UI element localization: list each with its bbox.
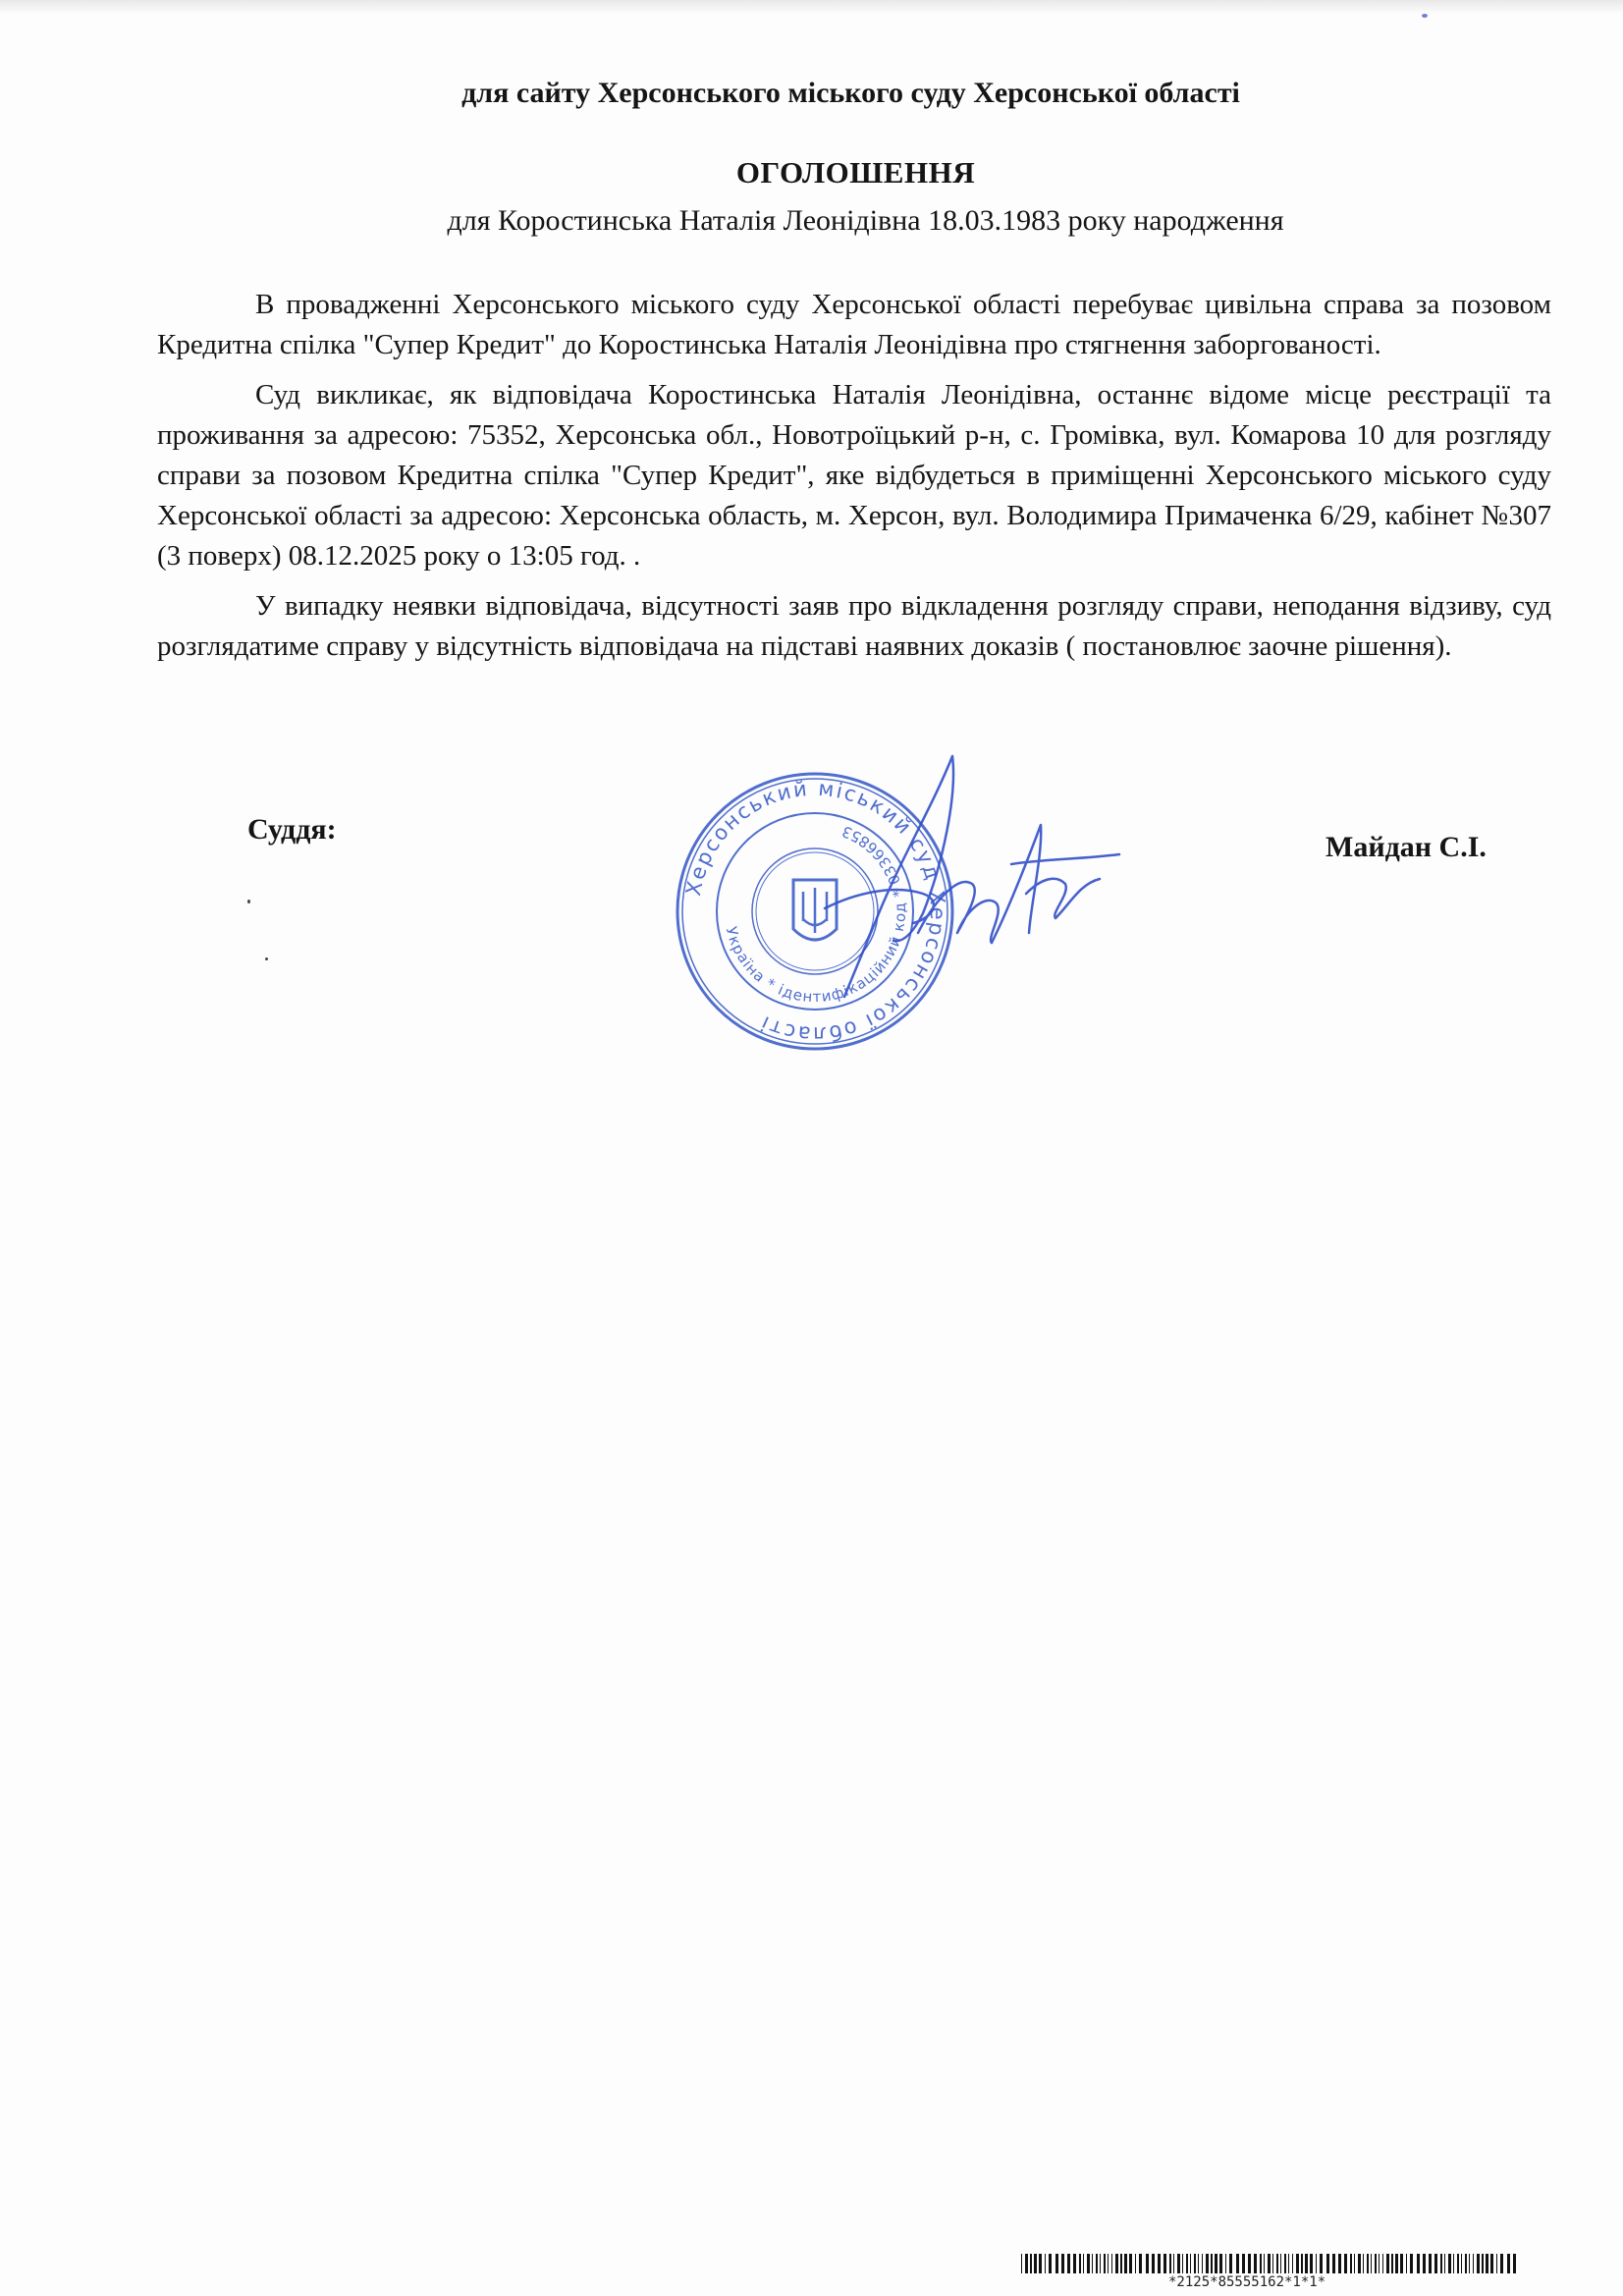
judge-name: Майдан С.І. — [1325, 831, 1487, 863]
barcode-bar — [1477, 2254, 1480, 2273]
barcode-label: *2125*85555162*1*1* — [1168, 2274, 1326, 2290]
barcode-bar — [1139, 2254, 1142, 2273]
barcode-bar — [1429, 2254, 1432, 2273]
barcode-bar — [1344, 2254, 1347, 2273]
barcode-bar — [1096, 2254, 1098, 2273]
barcode-bar — [1229, 2254, 1232, 2273]
barcode-bar — [1236, 2254, 1239, 2273]
paragraph-case: В провадженні Херсонського міського суду Херсонської області перебуває цивільна справа за позовом Кредитна спілка "Супер Кредит" до Коростинська Наталія Леонідівна про стягнення заборгованості. — [157, 289, 1551, 360]
document-header: для сайту Херсонського міського суду Херсонської області — [461, 77, 1240, 109]
svg-text:Херсонський міський суд Херсон: Херсонський міський суд Херсонської області — [681, 776, 950, 1047]
barcode-bar — [1061, 2254, 1064, 2273]
barcode-bar — [1272, 2254, 1273, 2273]
paragraph-absence: У випадку неявки відповідача, відсутності заяв про відкладення розгляду справи, неподання відзиву, суд розглядатиме справу у відсутність відповідача на підставі наявних доказів ( постановлює заочне рішення). — [157, 590, 1551, 662]
barcode-bar — [1406, 2254, 1407, 2273]
barcode-bar — [1400, 2254, 1403, 2273]
paragraph-summons: Суд викликає, як відповідача Коростинська Наталія Леонідівна, останнє відоме місце реєстрації та проживання за адресою: 75352, Херсонська обл., Новотроїцький р-н, с. Громівка, вул. Комарова 10 для розгляду справи за позовом Кредитна спілка "Супер Кредит", яке відбудеться в приміщенні Херсонського міського суду Херсонської області за адресою: Херсонська область, м. Херсон, вул. Володимира Примаченка 6/29, кабінет №307 (3 поверх) 08.12.2025 року о 13:05 год. . — [157, 379, 1551, 572]
barcode-bar — [1358, 2254, 1361, 2273]
barcode-bar — [1490, 2254, 1493, 2273]
barcode-bar — [1316, 2254, 1317, 2273]
barcode-bar — [1079, 2254, 1081, 2273]
barcode-bar — [1100, 2254, 1101, 2273]
barcode-bar — [1215, 2254, 1217, 2273]
barcode-bar — [1067, 2254, 1070, 2273]
barcode-bar — [1320, 2254, 1323, 2273]
barcode-bar — [1158, 2254, 1161, 2273]
barcode-bar — [1152, 2254, 1155, 2273]
barcode-bar — [1083, 2254, 1084, 2273]
barcode-bar — [1448, 2254, 1451, 2273]
barcode-bar — [1104, 2254, 1106, 2273]
barcode-bar — [1288, 2254, 1289, 2273]
barcode-bar — [1280, 2254, 1281, 2273]
barcode-bar — [1457, 2254, 1459, 2273]
barcode-bar — [1177, 2254, 1180, 2273]
judge-label: Суддя: — [247, 813, 337, 846]
barcode-bar — [1507, 2254, 1510, 2273]
barcode-bar — [1120, 2254, 1122, 2273]
barcode-bar — [1115, 2254, 1118, 2273]
barcode-bar — [1124, 2254, 1127, 2273]
barcode-bar — [1513, 2254, 1516, 2273]
svg-text:Україна * ідентифікаційний код: Україна * ідентифікаційний код * 03366853 — [722, 821, 910, 1007]
barcode-bar — [1350, 2254, 1352, 2273]
barcode-bar — [1039, 2254, 1042, 2273]
barcode-bar — [1248, 2254, 1251, 2273]
barcode-bar — [1326, 2254, 1329, 2273]
barcode-bar — [1173, 2254, 1174, 2273]
barcode-bar — [1276, 2254, 1278, 2273]
barcode-bar — [1190, 2254, 1191, 2273]
barcode-bar — [1473, 2254, 1474, 2273]
barcode-bar — [1034, 2254, 1037, 2273]
barcode-bar — [1211, 2254, 1213, 2273]
barcode-bar — [1198, 2254, 1199, 2273]
barcode-bar — [1440, 2254, 1442, 2273]
barcode-bar — [1186, 2254, 1188, 2273]
barcode-bar — [1423, 2254, 1426, 2273]
barcode-bar — [1055, 2254, 1058, 2273]
barcode-bar — [1417, 2254, 1420, 2273]
barcode-bar — [1242, 2254, 1245, 2273]
barcode-bar — [1108, 2254, 1109, 2273]
barcode-bar — [1410, 2254, 1413, 2273]
barcode-bar — [1461, 2254, 1462, 2273]
scan-edge — [0, 0, 1623, 14]
barcode-bar — [1395, 2254, 1398, 2273]
barcode-bar — [1135, 2254, 1136, 2273]
barcode-bar — [1486, 2254, 1488, 2273]
barcode-bar — [1254, 2254, 1257, 2273]
barcode-bar — [1111, 2254, 1112, 2273]
barcode-bar — [1163, 2254, 1166, 2273]
barcode-bar — [1301, 2254, 1303, 2273]
barcode-bar — [1375, 2254, 1377, 2273]
document-body — [157, 285, 1551, 677]
barcode-bar — [1260, 2254, 1262, 2273]
barcode-bar — [1030, 2254, 1032, 2273]
barcode-bar — [1465, 2254, 1467, 2273]
barcode-bar — [1169, 2254, 1171, 2273]
barcode-bar — [1382, 2254, 1383, 2273]
barcode-bar — [1225, 2254, 1226, 2273]
barcode-bar — [1391, 2254, 1393, 2273]
barcode-bar — [1202, 2254, 1203, 2273]
barcode-bar — [1305, 2254, 1308, 2273]
scan-speck — [1422, 14, 1428, 18]
barcode-bar — [1049, 2254, 1052, 2273]
barcode-bar — [1146, 2254, 1149, 2273]
barcode-bar — [1367, 2254, 1369, 2273]
document-subtitle: для Коростинська Наталія Леонідівна 18.03.1983 року народження — [447, 204, 1284, 237]
judge-signature — [785, 746, 1139, 1011]
barcode-bar — [1338, 2254, 1341, 2273]
barcode — [1021, 2254, 1522, 2273]
barcode-bar — [1021, 2254, 1022, 2273]
document-title: ОГОЛОШЕННЯ — [735, 155, 976, 190]
barcode-bar — [1206, 2254, 1209, 2273]
scan-speck — [265, 957, 268, 960]
scan-speck — [247, 900, 250, 903]
barcode-bar — [1194, 2254, 1196, 2273]
barcode-bar — [1482, 2254, 1484, 2273]
barcode-bar — [1092, 2254, 1093, 2273]
barcode-bar — [1045, 2254, 1046, 2273]
barcode-bar — [1379, 2254, 1380, 2273]
barcode-bar — [1219, 2254, 1222, 2273]
barcode-bar — [1444, 2254, 1445, 2273]
barcode-bar — [1453, 2254, 1454, 2273]
barcode-bar — [1292, 2254, 1293, 2273]
barcode-bar — [1268, 2254, 1271, 2273]
barcode-bar — [1332, 2254, 1335, 2273]
barcode-bar — [1371, 2254, 1372, 2273]
barcode-bar — [1264, 2254, 1265, 2273]
barcode-bar — [1363, 2254, 1364, 2273]
barcode-bar — [1469, 2254, 1470, 2273]
barcode-bar — [1284, 2254, 1286, 2273]
barcode-bar — [1354, 2254, 1355, 2273]
barcode-bar — [1073, 2254, 1076, 2273]
barcode-bar — [1025, 2254, 1028, 2273]
barcode-bar — [1386, 2254, 1389, 2273]
barcode-bar — [1129, 2254, 1132, 2273]
barcode-bar — [1310, 2254, 1313, 2273]
barcode-bar — [1496, 2254, 1497, 2273]
barcode-bar — [1182, 2254, 1183, 2273]
barcode-bar — [1434, 2254, 1437, 2273]
barcode-bar — [1500, 2254, 1503, 2273]
barcode-bar — [1296, 2254, 1299, 2273]
barcode-bar — [1087, 2254, 1090, 2273]
